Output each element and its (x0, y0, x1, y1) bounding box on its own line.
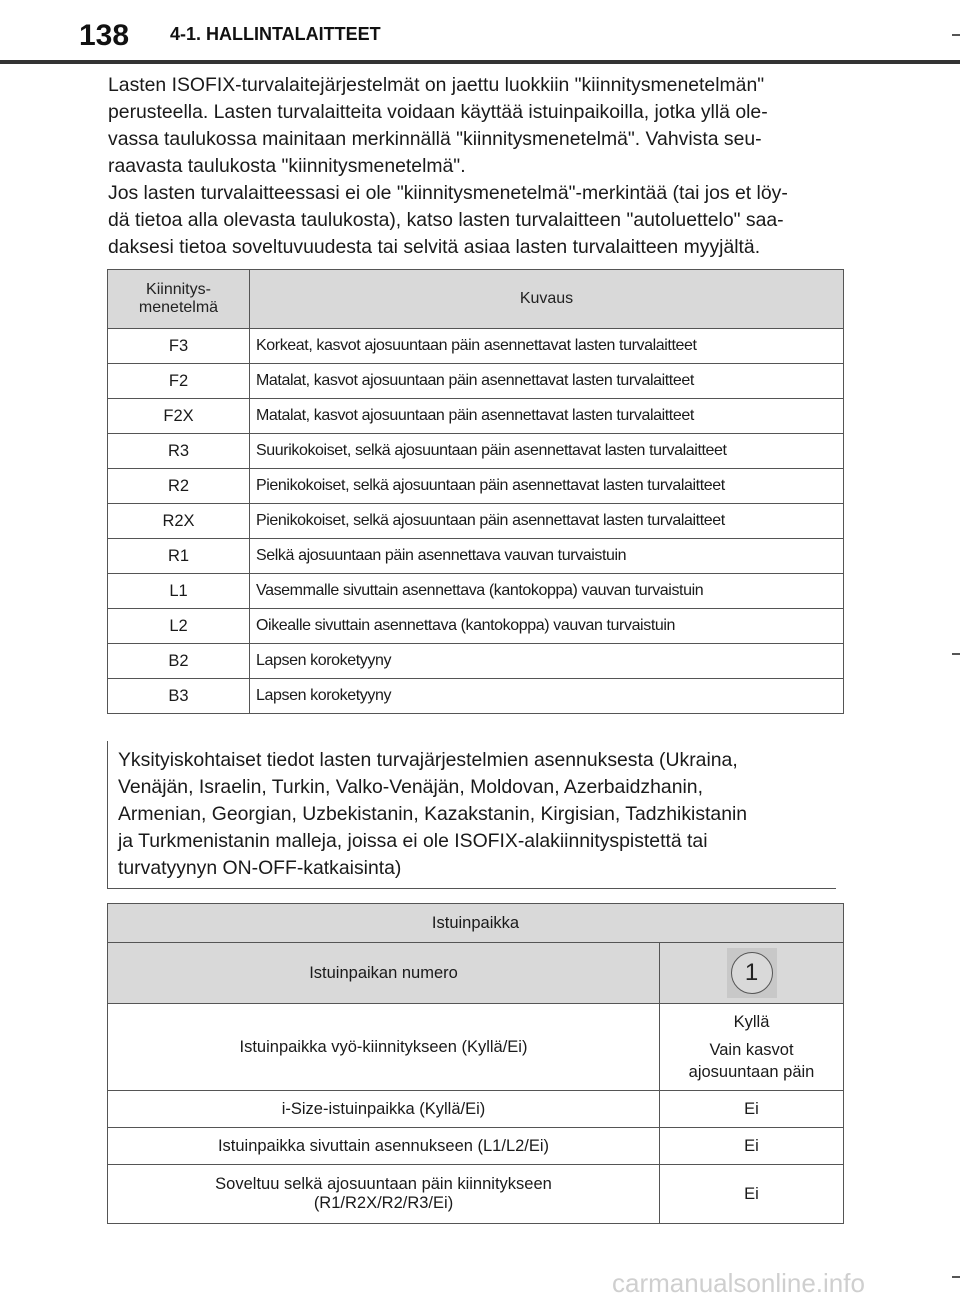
table-row (108, 679, 844, 714)
table-row (108, 434, 844, 469)
row-value: Ei (660, 1128, 844, 1165)
intro-line: Jos lasten turvalaitteessasi ei ole "kiinnitysmenetelmä"-merkintää (tai jos et löy- (108, 182, 788, 204)
table-row (108, 644, 844, 679)
table-row (108, 609, 844, 644)
method-code: R2X (108, 504, 250, 539)
column-header-method-line: Kiinnitys- (146, 281, 211, 298)
method-code: R2 (108, 469, 250, 504)
note-line: Venäjän, Israelin, Turkin, Valko-Venäjän, Moldovan, Azerbaidzhanin, (118, 776, 703, 798)
edge-mark (952, 1276, 960, 1278)
note-box (107, 741, 836, 889)
row-value-line: ajosuuntaan päin (688, 1063, 815, 1081)
row-value-line: Kyllä (733, 1013, 770, 1031)
method-description: Pienikokoiset, selkä ajosuuntaan päin asennettavat lasten turvalaitteet (250, 469, 844, 504)
seat-number-cell (660, 943, 844, 1004)
seat-number-badge (727, 948, 777, 998)
method-code: F2X (108, 399, 250, 434)
fixing-method-table (107, 269, 844, 714)
method-description: Lapsen koroketyyny (250, 679, 844, 714)
method-code: L1 (108, 574, 250, 609)
table-row (108, 399, 844, 434)
watermark: carmanualsonline.info (612, 1268, 865, 1298)
method-description: Lapsen koroketyyny (250, 644, 844, 679)
table-row (108, 574, 844, 609)
method-description: Suurikokoiset, selkä ajosuuntaan päin asennettavat lasten turvalaitteet (250, 434, 844, 469)
seat-number: 1 (731, 952, 773, 994)
page-header (0, 0, 960, 64)
method-code: B3 (108, 679, 250, 714)
table-row (108, 469, 844, 504)
method-code: R1 (108, 539, 250, 574)
intro-line: daksesi tietoa soveltuvuudesta tai selvitä asiaa lasten turvalaitteen myyjältä. (108, 236, 761, 258)
method-code: R3 (108, 434, 250, 469)
section-title: 4-1. HALLINTALAITTEET (170, 24, 381, 44)
intro-line: dä tietoa alla olevasta taulukosta), katso lasten turvalaitteen "autoluettelo" saa- (108, 209, 784, 231)
table-row (108, 539, 844, 574)
column-header-method (108, 270, 250, 329)
seat-position-table (107, 903, 844, 1224)
seat-number-label: Istuinpaikan numero (108, 943, 660, 1004)
note-line: ja Turkmenistanin malleja, joissa ei ole ISOFIX-alakiinnityspistettä tai (118, 830, 708, 852)
row-value (660, 1004, 844, 1091)
method-description: Pienikokoiset, selkä ajosuuntaan päin asennettavat lasten turvalaitteet (250, 504, 844, 539)
row-label: i-Size-istuinpaikka (Kyllä/Ei) (108, 1091, 660, 1128)
intro-line: perusteella. Lasten turvalaitteita voidaan käyttää istuinpaikoilla, jotka yllä ole- (108, 101, 768, 123)
edge-mark (952, 34, 960, 36)
method-code: F2 (108, 364, 250, 399)
note-line: Yksityiskohtaiset tiedot lasten turvajärjestelmien asennuksesta (Ukraina, (118, 749, 738, 771)
edge-mark (952, 653, 960, 655)
row-value: Ei (660, 1165, 844, 1224)
row-label: Istuinpaikka vyö-kiinnitykseen (Kyllä/Ei) (108, 1004, 660, 1091)
page-number: 138 (78, 19, 130, 52)
row-value-line: Vain kasvot (709, 1041, 794, 1059)
method-description: Matalat, kasvot ajosuuntaan päin asennettavat lasten turvalaitteet (250, 364, 844, 399)
row-label-line: (R1/R2X/R2/R3/Ei) (313, 1194, 454, 1212)
note-line: Armenian, Georgian, Uzbekistanin, Kazakstanin, Kirgisian, Tadzhikistanin (118, 803, 748, 825)
note-line: turvatyynyn ON-OFF-katkaisinta) (118, 857, 402, 879)
table-row (108, 364, 844, 399)
row-label-line: Soveltuu selkä ajosuuntaan päin kiinnitykseen (215, 1175, 552, 1193)
intro-line: Lasten ISOFIX-turvalaitejärjestelmät on jaettu luokkiin "kiinnitysmenetelmän" (108, 74, 765, 96)
method-description: Vasemmalle sivuttain asennettava (kantokoppa) vauvan turvaistuin (250, 574, 844, 609)
intro-paragraph (108, 72, 848, 261)
table-row (108, 504, 844, 539)
header-rule (0, 60, 960, 64)
method-code: L2 (108, 609, 250, 644)
intro-line: vassa taulukossa mainitaan merkinnällä "kiinnitysmenetelmä". Vahvista seu- (108, 128, 762, 150)
method-description: Selkä ajosuuntaan päin asennettava vauvan turvaistuin (250, 539, 844, 574)
column-header-description: Kuvaus (250, 270, 844, 329)
method-code: F3 (108, 329, 250, 364)
method-description: Matalat, kasvot ajosuuntaan päin asennettavat lasten turvalaitteet (250, 399, 844, 434)
row-value: Ei (660, 1091, 844, 1128)
table-row (108, 329, 844, 364)
row-label (108, 1165, 660, 1224)
intro-line: raavasta taulukosta "kiinnitysmenetelmä". (108, 155, 466, 177)
method-code: B2 (108, 644, 250, 679)
method-description: Korkeat, kasvot ajosuuntaan päin asennettavat lasten turvalaitteet (250, 329, 844, 364)
seat-table-title: Istuinpaikka (108, 904, 844, 943)
column-header-method-line: menetelmä (138, 299, 219, 316)
method-description: Oikealle sivuttain asennettava (kantokoppa) vauvan turvaistuin (250, 609, 844, 644)
row-label: Istuinpaikka sivuttain asennukseen (L1/L2/Ei) (108, 1128, 660, 1165)
